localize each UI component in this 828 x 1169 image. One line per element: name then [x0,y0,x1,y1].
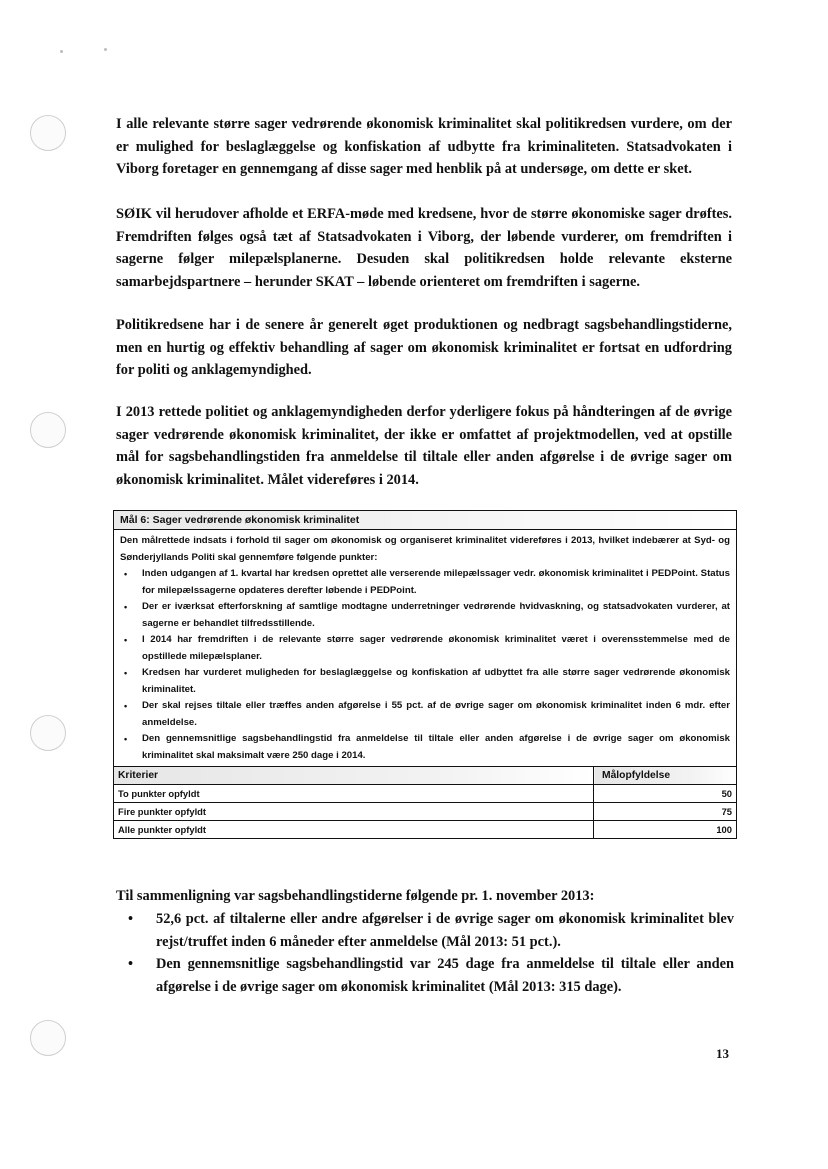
list-item-text: Der er iværksat efterforskning af samtlige modtagne underretninger vedrørende hvidvaskning, og statsadvokaten vurderer, at sagerne er behandlet tilfredsstillende. [142,601,730,629]
score-cell: 75 [594,803,737,821]
table-row [114,821,736,839]
punch-hole [30,412,66,448]
criteria-cell: To punkter opfyldt [114,785,594,803]
list-item [120,599,730,632]
comparison-intro: Til sammenligning var sagsbehandlingstiderne følgende pr. 1. november 2013: [116,888,595,904]
list-item-text: Kredsen har vurderet muligheden for beslaglæggelse og konfiskation af udbyttet fra alle større sager vedrørende økonomisk kriminalitet. [142,667,730,695]
bullet-icon: • [124,602,128,612]
list-item [120,665,730,698]
goal-box [113,510,737,839]
paragraph-1: I alle relevante større sager vedrørende økonomisk kriminalitet skal politikredsen vurdere, om der er mulighed for beslaglæggelse og konfiskation af udbytte fra kriminaliteten. Statsadvokaten i Viborg foretager en gennemgang af disse sager med henblik på at undersøge, om dette er sket. [116,116,732,177]
list-item-text: Der skal rejses tiltale eller træffes anden afgørelse i 55 pct. af de øvrige sager om økonomisk kriminalitet inden 6 mdr. efter anmeldelse. [142,700,730,728]
punch-hole [30,115,66,151]
list-item-text: Den gennemsnitlige sagsbehandlingstid var 245 dage fra anmeldelse til tiltale eller anden afgørelse i de øvrige sager om økonomisk kriminalitet (Mål 2013: 315 dage). [156,956,734,995]
paragraph-2: SØIK vil herudover afholde et ERFA-møde med kredsene, hvor de større økonomiske sager drøftes. Fremdriften følges også tæt af Statsadvokaten i Viborg, der løbende vurderer, om fremdriften i sagerne følger milepælsplanerne. Desuden skal politikredsen holde relevante eksterne samarbejdspartnere – herunder SKAT – løbende orienteret om fremdriften i sagerne. [116,206,732,290]
criteria-table [114,766,736,838]
comparison-list [116,908,734,998]
list-item [120,698,730,731]
paragraph-4: I 2013 rettede politiet og anklagemyndigheden derfor yderligere fokus på håndteringen af de øvrige sager vedrørende økonomisk kriminalitet, der ikke er omfattet af projektmodellen, ved at opstille mål for sagsbehandlingstiden fra anmeldelse til tiltale eller anden afgørelse i de øvrige sager om økonomisk kriminalitet. Målet videreføres i 2014. [116,404,732,488]
page-number: 13 [716,1046,729,1061]
goal-box-intro: Den målrettede indsats i forhold til sager om økonomisk og organiseret kriminalitet videreføres i 2013, hvilket indebærer at Syd- og Sønderjyllands Politi skal gennemføre følgende punkter: [120,535,730,563]
punch-hole [30,715,66,751]
bullet-icon: • [128,956,134,972]
criteria-cell: Fire punkter opfyldt [114,803,594,821]
list-item-text: I 2014 har fremdriften i de relevante større sager vedrørende økonomisk kriminalitet været i overensstemmelse med de opstillede milepælsplaner. [142,634,730,662]
scan-speck [104,48,107,51]
list-item [120,566,730,599]
table-row [114,803,736,821]
list-item [120,632,730,665]
goal-box-list [120,566,730,764]
bullet-icon: • [124,734,128,744]
paragraph-3: Politikredsene har i de senere år generelt øget produktionen og nedbragt sagsbehandlingstiderne, men en hurtig og effektiv behandling af sager om økonomisk kriminalitet er fortsat en udfordring for politi og anklagemyndighed. [116,317,732,378]
bullet-icon: • [124,569,128,579]
criteria-cell: Alle punkter opfyldt [114,821,594,839]
table-header-row [114,767,736,785]
scan-speck [60,50,63,53]
bullet-icon: • [124,668,128,678]
column-header-fulfilment: Målopfyldelse [594,767,737,785]
bullet-icon: • [128,911,134,927]
punch-hole [30,1020,66,1056]
table-row [114,785,736,803]
list-item [116,908,734,953]
goal-box-body [114,530,736,766]
goal-box-title: Mål 6: Sager vedrørende økonomisk kriminalitet [114,511,736,530]
list-item-text: Inden udgangen af 1. kvartal har kredsen oprettet alle verserende milepælssager vedr. økonomisk kriminalitet i PEDPoint. Status for milepælssagerne opdateres derefter løbende i PEDPoint. [142,568,730,596]
list-item-text: 52,6 pct. af tiltalerne eller andre afgørelser i de øvrige sager om økonomisk kriminalitet blev rejst/truffet inden 6 måneder efter anmeldelse (Mål 2013: 51 pct.). [156,911,734,950]
list-item [116,953,734,998]
column-header-criteria: Kriterier [114,767,594,785]
bullet-icon: • [124,635,128,645]
list-item [120,731,730,764]
score-cell: 100 [594,821,737,839]
score-cell: 50 [594,785,737,803]
bullet-icon: • [124,701,128,711]
list-item-text: Den gennemsnitlige sagsbehandlingstid fra anmeldelse til tiltale eller anden afgørelse i de øvrige sager om økonomisk kriminalitet skal maksimalt være 250 dage i 2014. [142,733,730,761]
